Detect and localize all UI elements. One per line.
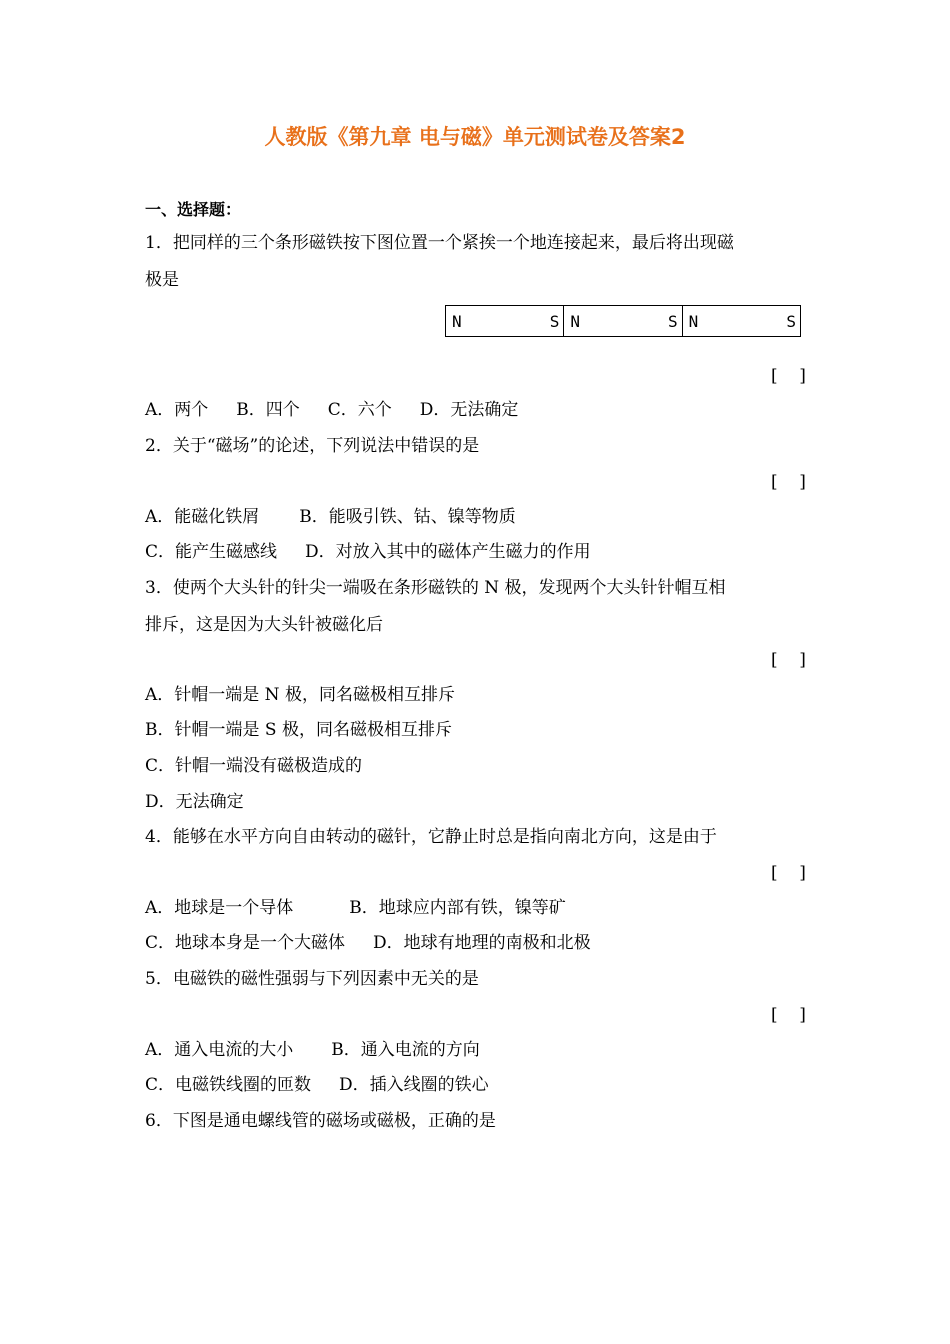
option-a: A．地球是一个导体: [145, 898, 294, 918]
option-d: D．对放入其中的磁体产生磁力的作用: [305, 542, 591, 562]
option-b: B．针帽一端是 S 极，同名磁极相互排斥: [145, 720, 452, 740]
south-pole-label: S: [668, 311, 678, 331]
option-b: B．通入电流的方向: [331, 1040, 480, 1060]
question-3-line-1: 3．使两个大头针的针尖一端吸在条形磁铁的 N 极，发现两个大头针针帽互相: [145, 578, 726, 598]
option-a: A．针帽一端是 N 极，同名磁极相互排斥: [145, 685, 455, 705]
option-a: A．能磁化铁屑: [145, 507, 260, 527]
option-c: C．地球本身是一个大磁体: [145, 933, 346, 953]
question-2-line-1: 2．关于“磁场”的论述，下列说法中错误的是: [145, 436, 480, 456]
bar-magnet: [446, 306, 563, 336]
option-b: B．能吸引铁、钴、镍等物质: [299, 507, 516, 527]
south-pole-label: S: [549, 311, 560, 331]
question-3-line-2: 排斥，这是因为大头针被磁化后: [145, 615, 383, 635]
option-d: D．无法确定: [145, 792, 244, 812]
question-4-options-ab: [145, 896, 566, 920]
question-1-options: [145, 398, 518, 422]
question-5-options-ab: [145, 1038, 480, 1062]
option-c: C．能产生磁感线: [145, 542, 278, 562]
question-4-line-1: 4．能够在水平方向自由转动的磁针，它静止时总是指向南北方向，这是由于: [145, 827, 717, 847]
answer-bracket: [ ]: [771, 472, 806, 492]
question-1-line-2: 极是: [145, 270, 179, 290]
south-pole-label: S: [786, 311, 796, 331]
question-5-options-cd: [145, 1073, 489, 1097]
answer-bracket: [ ]: [771, 863, 806, 883]
document-title: 人教版《第九章 电与磁》单元测试卷及答案2: [264, 125, 686, 149]
option-c: C．针帽一端没有磁极造成的: [145, 756, 363, 776]
option-d: D．地球有地理的南极和北极: [373, 933, 591, 953]
option-c: C．电磁铁线圈的匝数: [145, 1075, 312, 1095]
option-d: D．插入线圈的铁心: [339, 1075, 489, 1095]
question-1-line-1: 1．把同样的三个条形磁铁按下图位置一个紧挨一个地连接起来，最后将出现磁: [145, 233, 734, 253]
north-pole-label: N: [452, 311, 462, 331]
option-a: A．两个: [145, 400, 209, 420]
section-heading: 一、选择题：: [145, 200, 242, 219]
answer-bracket: [ ]: [771, 366, 806, 386]
option-b: B．四个: [236, 400, 300, 420]
question-6-line-1: 6．下图是通电螺线管的磁场或磁极，正确的是: [145, 1111, 496, 1131]
answer-bracket: [ ]: [771, 650, 806, 670]
question-4-options-cd: [145, 931, 591, 955]
bar-magnet: [682, 306, 800, 336]
option-c: C．六个: [327, 400, 392, 420]
option-b: B．地球应内部有铁，镍等矿: [349, 898, 566, 918]
question-5-line-1: 5．电磁铁的磁性强弱与下列因素中无关的是: [145, 969, 479, 989]
bar-magnets-diagram: [445, 305, 801, 337]
option-a: A．通入电流的大小: [145, 1040, 294, 1060]
north-pole-label: N: [570, 311, 580, 331]
answer-bracket: [ ]: [771, 1005, 806, 1025]
north-pole-label: N: [688, 311, 699, 331]
question-2-options-ab: [145, 505, 516, 529]
option-d: D．无法确定: [419, 400, 519, 420]
question-2-options-cd: [145, 540, 591, 564]
bar-magnet: [563, 306, 681, 336]
